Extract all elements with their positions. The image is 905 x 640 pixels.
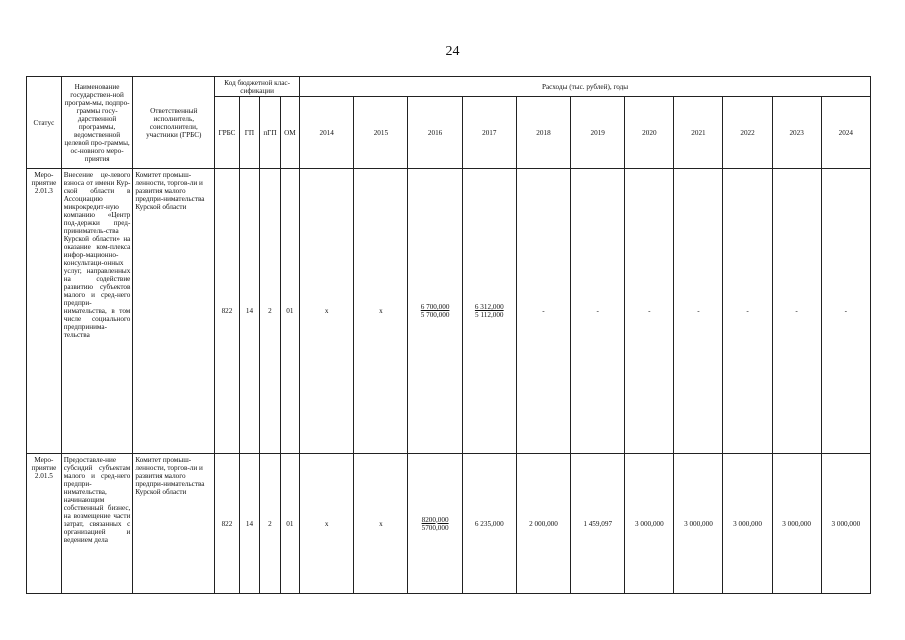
row-pgp: 2 (260, 169, 280, 454)
row-2014: х (300, 169, 354, 454)
row-responsible: Комитет промыш-ленности, торгов-ли и развития малого предпри-нимательства Курской области (133, 454, 215, 594)
header-grbs: ГРБС (215, 97, 240, 169)
row-om: 01 (280, 454, 299, 594)
row-2022: 3 000,000 (723, 454, 772, 594)
row-description: Внесение це-левого взноса от имени Кур-ской области в Ассоциацию микрокредит-ную компанию «Центр под-держки пред-приниматель-ства Курской области» на оказание ком-плекса инфор-мационно-консультаци-онных услуг, направленных на содействие развитию субъектов малого и сред-него предпри-нимательства, в том числе социального предпринима-тельства (61, 169, 133, 454)
amount-top: 6 700,000 (420, 303, 450, 311)
budget-table (26, 76, 871, 594)
row-gp: 14 (239, 454, 259, 594)
header-year-2022: 2022 (723, 97, 772, 169)
row-2014: х (300, 454, 354, 594)
row-2024: 3 000,000 (821, 454, 870, 594)
amount-top: 6 312,000 (474, 303, 504, 311)
header-expenses: Расходы (тыс. рублей), годы (300, 77, 871, 97)
row-2023: 3 000,000 (772, 454, 821, 594)
header-year-2023: 2023 (772, 97, 821, 169)
row-2018: 2 000,000 (516, 454, 570, 594)
row-responsible: Комитет промыш-ленности, торгов-ли и развития малого предпри-нимательства Курской области (133, 169, 215, 454)
header-status: Статус (27, 77, 62, 169)
header-pgp: пГП (260, 97, 280, 169)
row-2019: - (571, 169, 625, 454)
page-number: 24 (445, 44, 460, 59)
header-year-2021: 2021 (674, 97, 723, 169)
row-2015: х (354, 169, 408, 454)
header-year-2017: 2017 (462, 97, 516, 169)
row-2020: 3 000,000 (625, 454, 674, 594)
header-year-2014: 2014 (300, 97, 354, 169)
header-year-2018: 2018 (516, 97, 570, 169)
row-2019: 1 459,097 (571, 454, 625, 594)
row-om: 01 (280, 169, 299, 454)
row-2021: 3 000,000 (674, 454, 723, 594)
row-2021: - (674, 169, 723, 454)
row-2024: - (821, 169, 870, 454)
header-year-2015: 2015 (354, 97, 408, 169)
table-row (27, 454, 871, 594)
row-2023: - (772, 169, 821, 454)
table-row (27, 169, 871, 454)
amount-bottom: 5 112,000 (475, 311, 504, 319)
header-responsible: Ответственный исполнитель, соисполнители, участники (ГРБС) (133, 77, 215, 169)
row-2015: х (354, 454, 408, 594)
header-name: Наименование государствен-ной програм-мы, подпро-граммы госу-дарственной программы, ведомственной целевой про-граммы, ос-новного меро-приятия (61, 77, 133, 169)
header-year-2016: 2016 (408, 97, 462, 169)
amount-top: 8200,000 (421, 515, 449, 524)
row-2017 (462, 169, 516, 454)
row-2016 (408, 169, 462, 454)
row-pgp: 2 (260, 454, 280, 594)
row-grbs: 822 (215, 169, 240, 454)
row-2018: - (516, 169, 570, 454)
amount-bottom: 5 700,000 (420, 311, 450, 319)
header-budget-code: Код бюджетной клас-сификации (215, 77, 300, 97)
header-year-2019: 2019 (571, 97, 625, 169)
row-2017: 6 235,000 (462, 454, 516, 594)
header-year-2020: 2020 (625, 97, 674, 169)
header-year-2024: 2024 (821, 97, 870, 169)
row-status: Меро-приятие 2.01.3 (27, 169, 62, 454)
row-2016 (408, 454, 462, 594)
row-description: Предоставле-ние субсидий субъектам малого и сред-него предпри-нимательства, начинающим собственный бизнес, на возмещение части затрат, связанных с организацией и ведением дела (61, 454, 133, 594)
header-om: ОМ (280, 97, 299, 169)
row-2022: - (723, 169, 772, 454)
header-gp: ГП (239, 97, 259, 169)
amount-bottom: 5700,000 (421, 523, 449, 532)
row-status: Меро-приятие 2.01.5 (27, 454, 62, 594)
row-grbs: 822 (215, 454, 240, 594)
row-2020: - (625, 169, 674, 454)
row-gp: 14 (239, 169, 259, 454)
